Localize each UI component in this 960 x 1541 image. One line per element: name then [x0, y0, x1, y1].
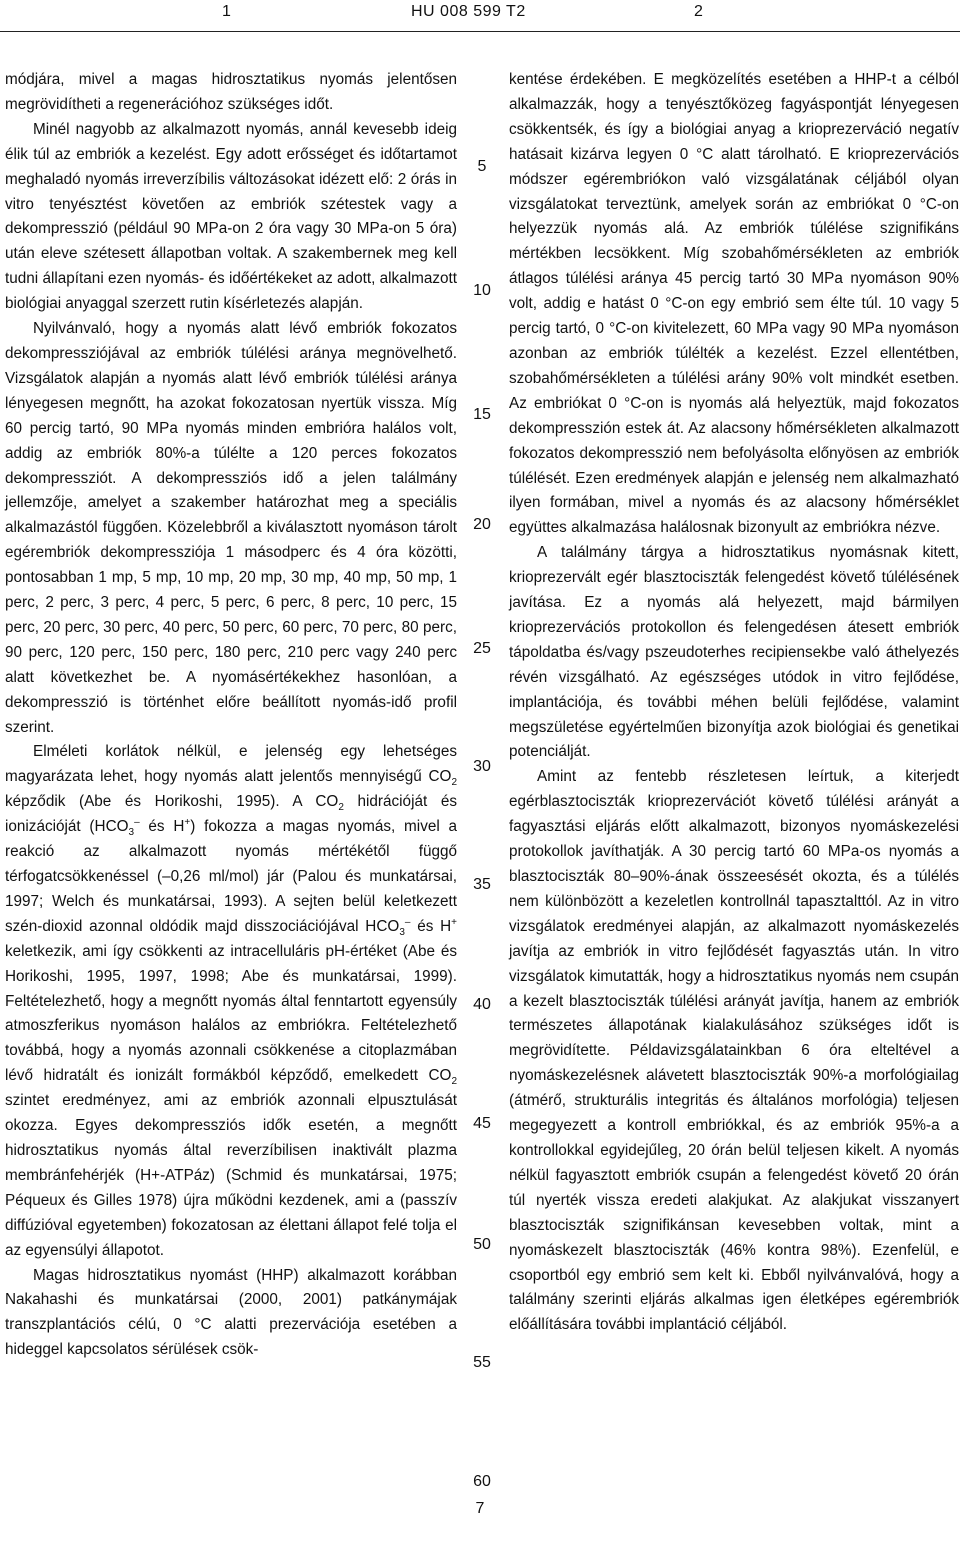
line-number: 50	[473, 1236, 491, 1253]
paragraph: kentése érdekében. E megközelítés esetében a HHP-t a célból alkalmazzák, hogy a tenyésztőközeg fagyáspontját lényegesen csökkentsék, és így a biológiai anyag a krioprezerváció negatív hatásait kizárva legyen 0 °C alatt tárolható. E krioprezervációs módszer egérembriókon való vizsgálatának céljából olyan vizsgálatokat terveztünk, amelyek során az embriókat 0 °C-on helyezzük nyomás alá. Az embriók túlélése szignifikáns mértékben lecsökkent. Míg szobahőmérsékleten az embriók átlagos túlélési aránya 45 percig tartó 30 MPa nyomáson 90% volt, addig e hatást 0 °C-on egy embrió sem élte túl. 10 vagy 5 percig tartó, 0 °C-on kivitelezett, 60 MPa vagy 90 MPa nyomáson azonban az embriók túlélték a kezelést. Ezzel ellentétben, szobahőmérsékleten a túlélési arány 90% volt mindkét esetben. Az embriókat 0 °C-on is nyomás alá helyeztük, majd fokozatos dekompresszión estek át. Az alacsony hőmérsékleten alkalmazott fokozatos dekompresszió nem befolyásolta előnyösen az embriók túlélését. Ezen eredmények alapján e jelenség nem alkalmazható ilyen formában, mivel a nyomás és az alacsony hőmérséklet együttes alkalmazása halálosnak bizonyult az embriókra nézve.	[509, 71, 959, 537]
paragraph: Minél nagyobb az alkalmazott nyomás, annál kevesebb ideig élik túl az embriók a kezelést. Egy adott erősséget és időtartamot meghaladó nyomás irreverzíbilis változásokat idézett elő: 2 órás in vitro tenyésztést követően az embriók szétestek vagy a dekompresszió (például 90 MPa-on 2 óra vagy 30 MPa-on 5 óra) után eleve szétesett állapotban voltak. A szakembernek meg kell tudni állapítani ezen nyomás- és időértékeket az adott, alkalmazott biológiai anyaggal szerzett rutin kísérletezés alapján.	[5, 120, 457, 313]
left-column-number: 1	[222, 3, 232, 20]
line-number: 15	[473, 406, 491, 423]
paragraph-co2: Elméleti korlátok nélkül, e jelenség egy lehetséges magyarázata lehet, hogy nyomás alatt jelentős mennyiségű $CO_2$ képződik (Abe és Horikoshi, 1995). A $CO_2$ hidrációját és ionizációját ($HCO_3^-$ és H+) fokozza a magas nyomás, mivel a reakció az alkalmazott nyomás mértékétől függő térfogatcsökkenéssel (–0,26 ml/mol) jár (Palou és munkatársai, 1997; Welch és munkatársai, 1993). A sejten belül keletkezett szén-dioxid azonnal oldódik majd disszociációjával $HCO_3^-$ és H+ keletkezik, ami így csökkenti az intracelluláris pH-értéket (Abe és Horikoshi, 1995, 1997, 1998; Abe és munkatársai, 1999). Feltételezhető, hogy a megnőtt nyomás által fenntartott egyensúly atmoszferikus nyomáson halálos az embriókra. Feltételezhető továbbá, hogy a nyomás azonnali csökkenése a citoplazmában lévő hidratált és ionizált formákból képződő, emelkedett $CO_2$ szintet eredményez, ami az embriók azonnali elpusztulását okozza. Egyes dekompressziós idők esetén, a megnőtt hidrosztatikus nyomás által reverzíbilisen inaktivált plazma membránfehérjék (H+-ATPáz) (Schmid és munkatársai, 1975; Péqueux és Gilles 1978) újra működni kezdenek, ami a (passzív diffúzióval egyetemben) fokozatosan az élettani állapot felé tolja el az egyensúlyi állapotot.	[5, 743, 458, 1259]
line-number: 35	[473, 876, 491, 893]
right-column-number: 2	[694, 3, 704, 20]
line-number: 5	[477, 158, 487, 175]
page-header	[0, 0, 960, 40]
right-text-column	[509, 68, 959, 1338]
line-number: 20	[473, 516, 491, 533]
line-number: 10	[473, 282, 491, 299]
line-number: 45	[473, 1115, 491, 1132]
paragraph: módjára, mivel a magas hidrosztatikus nyomás jelentősen megrövidítheti a regenerációhoz szükséges időt.	[5, 71, 457, 113]
paragraph: A találmány tárgya a hidrosztatikus nyomásnak kitett, krioprezervált egér blasztociszták felengedést követő túlélésének javítása. Ez a nyomás alá helyezett, majd bármilyen krioprezervációs protokollon és felengedésen átesett embriók tápoldatba és/vagy pszeudoterhes recipiensekbe való áthelyezés révén vizsgálható. Az egészséges utódok in vitro fejlődése, implantációja, és további méhen belüli fejlődése, valamint megszületése egyértelműen bizonyítja azok biológiai és genetikai potenciálját.	[509, 544, 959, 761]
line-number: 40	[473, 996, 491, 1013]
line-number: 60	[473, 1473, 491, 1490]
page-number: 7	[475, 1500, 485, 1517]
paragraph: Nyilvánvaló, hogy a nyomás alatt lévő embriók fokozatos dekompressziójával az embriók túlélési aránya megnövelhető. Vizsgálatok alapján a nyomás alatt lévő embriók túlélési aránya lényegesen megnőtt, ha azokat fokozatosan nyertük vissza. Míg 60 percig tartó, 90 MPa nyomás minden embrióra halálos volt, addig az embriók 80%-a túlélte a 120 perces fokozatos dekompressziót. A dekompressziós idő a jelen találmány jellemzője, amelyet a szakember határozhat meg a speciális alkalmazástól függően. Közelebbről a kiválasztott nyomáson tárolt egérembriók dekompressziója 1 másodperc és 4 óra közötti, pontosabban 1 mp, 5 mp, 10 mp, 20 mp, 30 mp, 40 mp, 50 mp, 1 perc, 2 perc, 3 perc, 4 perc, 5 perc, 6 perc, 8 perc, 10 perc, 15 perc, 20 perc, 30 perc, 40 perc, 50 perc, 60 perc, 70 perc, 80 perc, 90 perc, 120 perc, 150 perc, 180 perc, 210 perc vagy 240 perc alatt következhet be. A nyomásértékekhez hasonlóan, a dekompresszió is történhet előre beállított nyomás-idő profil szerint.	[5, 320, 457, 736]
left-text-column	[5, 68, 457, 1363]
header-rule	[0, 31, 960, 32]
line-number: 25	[473, 640, 491, 657]
line-number: 55	[473, 1354, 491, 1371]
line-number: 30	[473, 758, 491, 775]
patent-document-id: HU 008 599 T2	[411, 3, 526, 20]
paragraph: Amint az fentebb részletesen leírtuk, a kiterjedt egérblasztociszták krioprezervációt követő túlélési arányát a fagyasztási eljárás előtt alkalmazott, bizonyos nyomáskezelési protokollok javíthatják. A 30 percig tartó 60 MPa-os nyomás a blasztociszták 80–90%-ának összeesését okozta, és a túlélés nem különbözött a kezeletlen kontrollnál tapasztalttól. Az in vitro vizsgálatok eredményei alapján, az alkalmazott nyomáskezelés javítja az embriók in vitro fejlődését fagyasztás után. In vitro vizsgálatok kimutatták, hogy a hidrosztatikus nyomás nem csupán a kezelt blasztociszták túlélési arányát javítja, hanem az embriók természetes állapotának kialakulásához szükséges időt is megrövidítette. Példavizsgálatainkban 6 óra elteltével a nyomáskezelésnek alávetett blasztociszták 90%-a morfológiailag (átmérő, strukturális integritás és általános morfológia) teljesen megegyezett a kontroll embriókkal, és az embriók 95%-a a kontrollokkal egyidejűleg, 20 órán belül teljesen kikelt. A nyomás nélkül fagyasztott embriók csupán a felengedést követő 20 órán túl nyerték vissza eredeti alakjukat. Az alakjukat visszanyert blasztociszták szignifikánsan kevesebben voltak, mint a nyomáskezelt blasztociszták (46% kontra 98%). Ezenfelül, e csoportból egy embrió sem kelt ki. Ebből nyilvánvalóvá, hogy a találmány szerinti eljárás alkalmas igen életképes egérembriók előállítására további implantáció céljából.	[509, 768, 959, 1334]
paragraph: Magas hidrosztatikus nyomást (HHP) alkalmazott korábban Nakahashi és munkatársai (2000, 2001) patkánymájak transzplantációs célú, 0 °C alatti prezervációja esetében a hideggel kapcsolatos sérülések csök-	[5, 1266, 457, 1359]
